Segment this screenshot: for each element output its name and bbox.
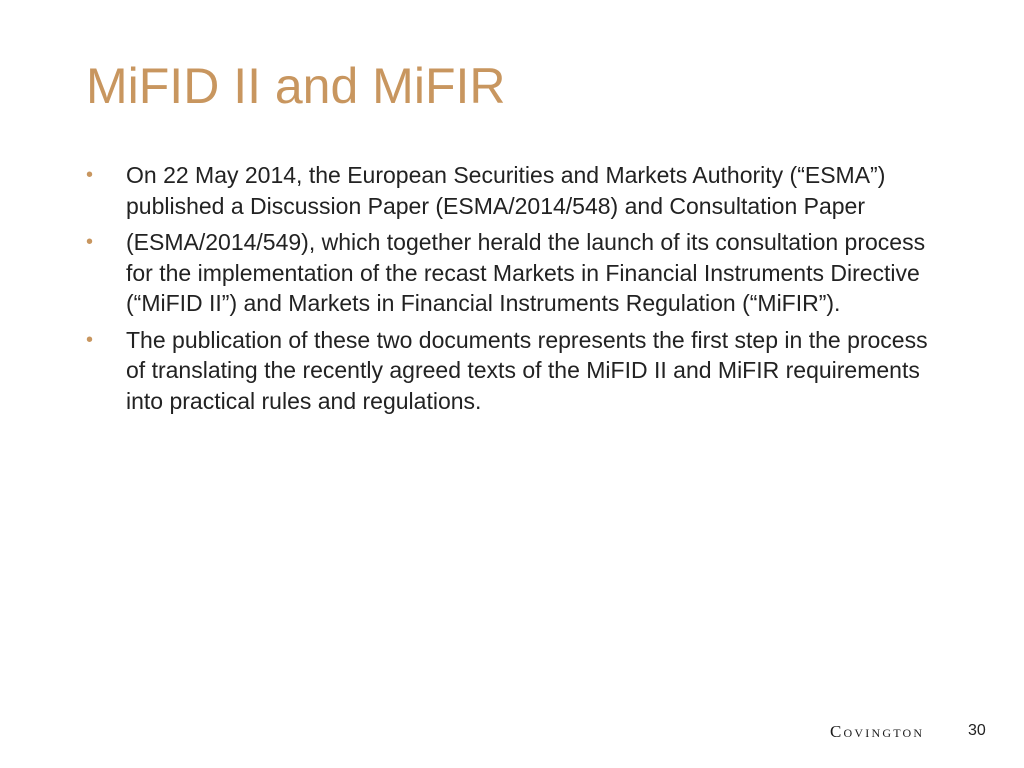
bullet-icon: • [86,164,94,186]
bullet-icon: • [86,231,94,253]
bullet-item [86,160,936,221]
bullet-icon: • [86,328,94,351]
slide-title: MiFID II and MiFIR [86,58,506,114]
bullet-text: The publication of these two documents represents the first step in the process of translating the recently agreed texts of the MiFID II and MiFIR requirements into practical rules and regulations. [126,326,928,414]
covington-logo: Covington [830,722,925,741]
bullet-list [86,160,936,422]
bullet-text: (ESMA/2014/549), which together herald the launch of its consultation process for the implementation of the recast Markets in Financial Instruments Directive (“MiFID II”) and Markets in Financial Instruments Regulation (“MiFIR”). [126,229,926,316]
bullet-item [86,227,936,319]
bullet-item [86,325,936,417]
bullet-text: On 22 May 2014, the European Securities and Markets Authority (“ESMA”) published a Discussion Paper (ESMA/2014/548) and Consultation Paper [126,162,886,219]
page-number: 30 [968,722,986,739]
